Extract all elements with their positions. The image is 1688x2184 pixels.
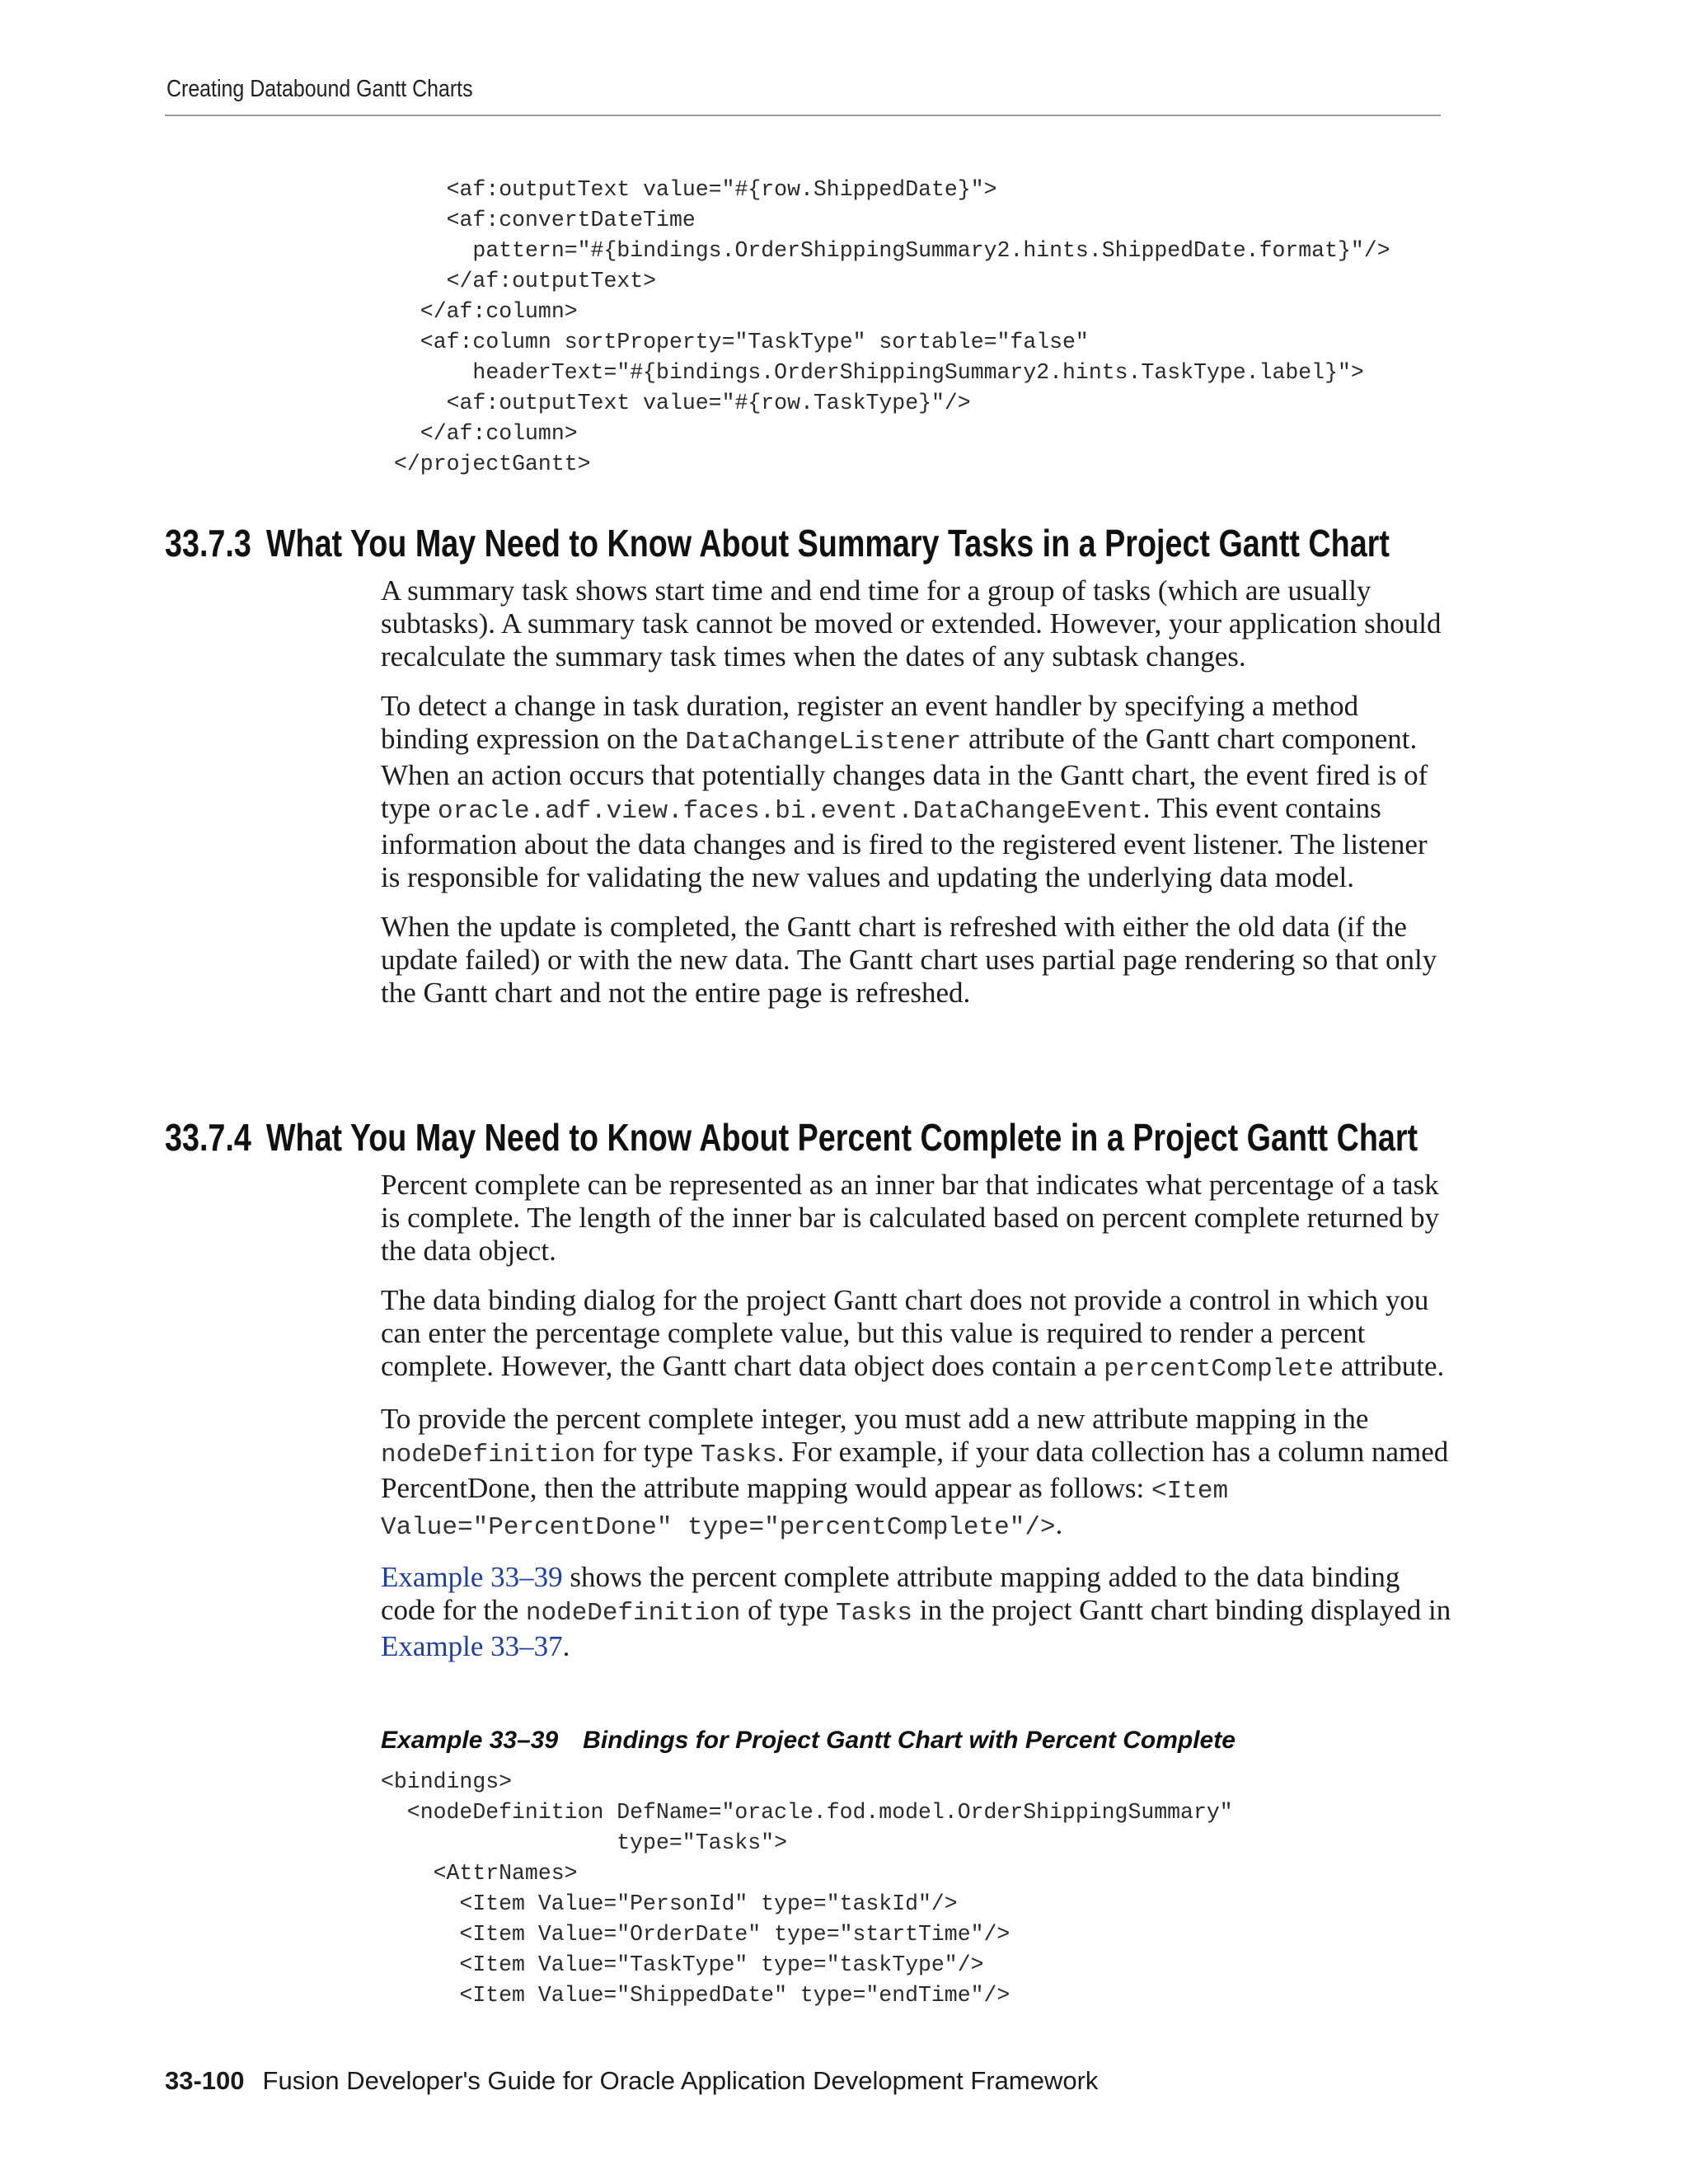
code-line: <Item Value="OrderDate" type="startTime"/>: [381, 1922, 1010, 1947]
inline-code: DataChangeListener: [685, 728, 962, 757]
code-line: </af:column>: [394, 421, 578, 446]
section-number: 33.7.3: [165, 522, 251, 565]
paragraph: [381, 690, 1452, 894]
code-line: </projectGantt>: [394, 452, 591, 476]
paragraph-text: in the project Gantt chart binding displayed in: [912, 1594, 1451, 1626]
paragraph-text: To detect a change in task duration, register an event handler by specifying a method binding expression on the: [381, 690, 1359, 755]
code-line: pattern="#{bindings.OrderShippingSummary2.hints.ShippedDate.format}"/>: [394, 238, 1390, 263]
section-title: What You May Need to Know About Summary Tasks in a Project Gantt Chart: [265, 522, 1390, 565]
paragraph: [381, 1403, 1452, 1544]
paragraph-text: attribute of the Gantt chart component. When an action occurs that potentially changes data in the Gantt chart, the event fired is of type: [381, 723, 1428, 824]
paragraph: [381, 1284, 1452, 1386]
paragraph-text: . This event contains information about the data changes and is fired to the registered event listener. The listener is responsible for validating the new values and updating the underlying data model.: [381, 792, 1428, 893]
code-line: <Item Value="ShippedDate" type="endTime"/>: [381, 1983, 1010, 2008]
code-line: <AttrNames>: [381, 1861, 578, 1886]
example-label: Example 33–39: [381, 1727, 559, 1754]
book-title: Fusion Developer's Guide for Oracle Application Development Framework: [262, 2066, 1099, 2095]
inline-code: Tasks: [836, 1599, 913, 1628]
code-line: </af:column>: [394, 299, 578, 324]
page-footer: [165, 2066, 1098, 2096]
header-rule: [165, 115, 1441, 116]
code-line: <af:column sortProperty="TaskType" sortable="false": [394, 330, 1089, 354]
paragraph-text: for type: [595, 1436, 701, 1468]
section-heading-percent-complete: [165, 1115, 1418, 1160]
example-title: Bindings for Project Gantt Chart with Percent Complete: [583, 1727, 1236, 1754]
example-caption: [381, 1727, 1236, 1755]
paragraph-text: The data binding dialog for the project Gantt chart does not provide a control in which you can enter the percentage complete value, but this value is required to render a percent complete. However, the Gantt chart data object does contain a: [381, 1284, 1429, 1382]
paragraph-text: of type: [740, 1594, 837, 1626]
code-line: headerText="#{bindings.OrderShippingSummary2.hints.TaskType.label}">: [394, 360, 1364, 385]
code-line: <bindings>: [381, 1769, 513, 1794]
code-line: </af:outputText>: [394, 269, 657, 293]
paragraph-text: shows the percent complete attribute mapping added to the data binding code for the: [381, 1561, 1400, 1626]
code-line: <nodeDefinition DefName="oracle.fod.model.OrderShippingSummary": [381, 1800, 1233, 1825]
paragraph: [381, 911, 1452, 1010]
section-body-summary-tasks: [381, 574, 1452, 1026]
paragraph: [381, 574, 1452, 673]
code-listing-bindings: [381, 1767, 1233, 2011]
code-line: type="Tasks">: [381, 1830, 787, 1855]
paragraph: [381, 1169, 1452, 1268]
code-line: <Item Value="TaskType" type="taskType"/>: [381, 1952, 984, 1977]
running-header: Creating Databound Gantt Charts: [166, 76, 473, 102]
paragraph-text: attribute.: [1334, 1350, 1445, 1382]
paragraph-text: .: [1055, 1508, 1063, 1540]
page-number: 33-100: [165, 2066, 245, 2095]
inline-code: Tasks: [700, 1441, 777, 1469]
inline-code: nodeDefinition: [381, 1441, 596, 1469]
paragraph-text: A summary task shows start time and end time for a group of tasks (which are usually subtasks). A summary task cannot be moved or extended. However, your application should recalculate the summary task times when the dates of any subtask changes.: [381, 574, 1442, 673]
example-link-33-37[interactable]: Example 33–37: [381, 1630, 563, 1662]
section-body-percent-complete: [381, 1169, 1452, 1680]
inline-code: <Item Value="PercentDone" type="percentComplete"/>: [381, 1477, 1229, 1542]
section-number: 33.7.4: [165, 1116, 251, 1159]
code-line: <af:outputText value="#{row.TaskType}"/>: [394, 391, 971, 415]
paragraph-text: To provide the percent complete integer, you must add a new attribute mapping in the: [381, 1403, 1369, 1435]
inline-code: percentComplete: [1104, 1355, 1334, 1384]
section-title: What You May Need to Know About Percent Complete in a Project Gantt Chart: [265, 1116, 1418, 1159]
paragraph-text: . For example, if your data collection has a column named PercentDone, then the attribute mapping would appear as follows:: [381, 1436, 1449, 1504]
inline-code: nodeDefinition: [525, 1599, 741, 1628]
example-link-33-39[interactable]: Example 33–39: [381, 1561, 563, 1593]
code-line: <af:outputText value="#{row.ShippedDate}">: [394, 177, 997, 202]
paragraph-text: Percent complete can be represented as an inner bar that indicates what percentage of a task is complete. The length of the inner bar is calculated based on percent complete returned by the data object.: [381, 1169, 1440, 1267]
paragraph-text: .: [562, 1630, 570, 1662]
paragraph: [381, 1561, 1452, 1663]
code-listing-top: [394, 175, 1390, 480]
section-heading-summary-tasks: [165, 521, 1390, 565]
code-line: <af:convertDateTime: [394, 208, 696, 232]
inline-code: oracle.adf.view.faces.bi.event.DataChangeEvent: [438, 797, 1143, 826]
code-line: <Item Value="PersonId" type="taskId"/>: [381, 1891, 958, 1916]
paragraph-text: When the update is completed, the Gantt chart is refreshed with either the old data (if the update failed) or with the new data. The Gantt chart uses partial page rendering so that only the Gantt chart and not the entire page is refreshed.: [381, 911, 1437, 1009]
